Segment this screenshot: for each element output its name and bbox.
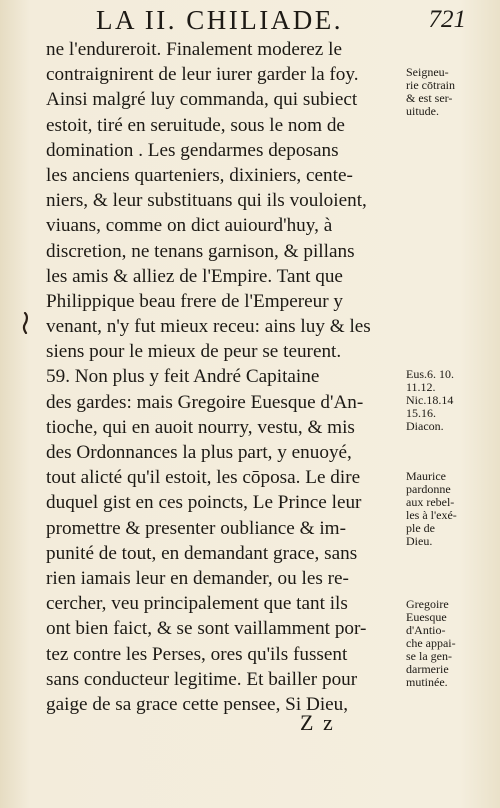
margin-note: Eus.6. 10. 11.12. Nic.18.14 15.16. Diacon. (406, 367, 454, 433)
text-line: promettre & presenter oubliance & im- (46, 517, 346, 539)
text-line: duquel gist en ces poincts, Le Prince leur (46, 492, 362, 514)
text-line: punité de tout, en demandant grace, sans (46, 542, 358, 564)
text-line: Philippique beau frere de l'Empereur y (46, 290, 344, 312)
text-line: les anciens quarteniers, dixiniers, cente- (46, 164, 353, 186)
ink-mark-icon (20, 312, 30, 334)
margin-note: Gregoire Euesque d'Antio- che appai- se la gen- darmerie mutinée. (406, 597, 456, 689)
text-line: tioche, qui en auoit nourry, vestu, & mis (46, 416, 355, 438)
text-line: sans conducteur legitime. Et bailler pour (46, 668, 358, 690)
text-line: tez contre les Perses, ores qu'ils fussent (46, 643, 348, 665)
page-number: 721 (428, 6, 466, 33)
text-line: les amis & alliez de l'Empire. Tant que (46, 265, 343, 287)
text-line: gaige de sa grace cette pensee, Si Dieu, (46, 693, 349, 715)
text-line: rien iamais leur en demander, ou les re- (46, 567, 349, 589)
text-line: cercher, veu principalement que tant ils (46, 593, 348, 615)
text-line: 59. Non plus y feit André Capitaine (46, 366, 320, 388)
text-line: venant, n'y fut mieux receu: ains luy & les (46, 316, 371, 338)
text-line: viuans, comme on dict auiourd'huy, à (46, 215, 333, 237)
text-line: domination . Les gendarmes deposans (46, 139, 339, 161)
margin-notes (406, 0, 476, 808)
text-line: des Ordonnances la plus part, y enuoyé, (46, 442, 352, 463)
text-line: estoit, tiré en seruitude, sous le nom de (46, 114, 345, 136)
text-line: niers, & leur substituans qui ils vouloient, (46, 190, 367, 212)
text-line: des gardes: mais Gregoire Euesque d'An- (46, 391, 364, 413)
margin-note: Seigneu- rie cōtrain & est ser- uitude. (406, 65, 455, 118)
running-title: LA II. CHILIADE. (96, 5, 343, 35)
text-line: Ainsi malgré luy commanda, qui subiect (46, 89, 358, 111)
text-line: contraignirent de leur iurer garder la foy. (46, 64, 359, 86)
text-line: tout alicté qu'il estoit, les cōposa. Le dire (46, 467, 361, 489)
text-line: discretion, ne tenans garnison, & pillans (46, 240, 355, 262)
signature-mark: Z z (300, 710, 335, 735)
margin-note: Maurice pardonne aux rebel- les à l'exé- ple de Dieu. (406, 469, 457, 548)
text-line: ont bien faict, & se sont vaillamment por- (46, 618, 367, 640)
text-line: siens pour le mieux de peur se teurent. (46, 341, 342, 363)
main-text-block (46, 37, 406, 717)
text-line: ne l'endureroit. Finalement moderez le (46, 39, 342, 60)
